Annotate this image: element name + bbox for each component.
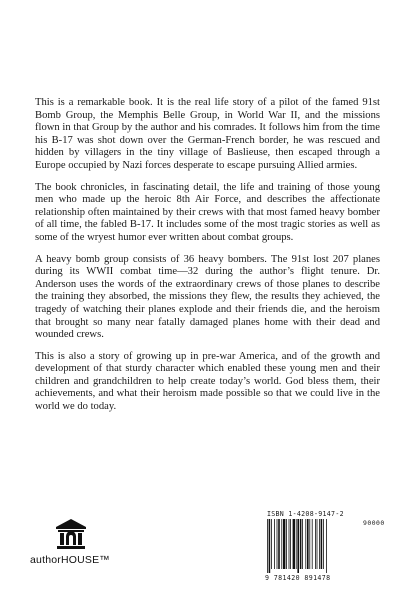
barcode-bar: [290, 519, 291, 569]
barcode-bar: [269, 519, 271, 573]
barcode-bar: [274, 519, 275, 569]
barcode-bar: [319, 519, 320, 569]
barcode-bar: [300, 519, 302, 569]
barcode-bar: [281, 519, 282, 569]
barcode-bar: [297, 519, 299, 573]
barcode-bar: [302, 519, 303, 569]
barcode-number: 9 781420 891478: [265, 574, 331, 582]
barcode-bar: [289, 519, 290, 569]
barcode-bar: [283, 519, 285, 569]
price-code: 90000: [363, 519, 385, 527]
paragraph-4: This is also a story of growing up in pre-war America, and of the growth and development of that sturdy character which enabled these young men and their children and grandchildren to help create today’s world. God bless them, their achievements, and what their heroism made possible so that we could live in the world we do today.: [35, 350, 380, 413]
barcode-bar: [315, 519, 316, 569]
paragraph-2: The book chronicles, in fascinating detail, the life and training of those young men who made up the heroic 8th Air Force, and describes the affectionate relationship often maintained by their crews with that most famed heavy bomber of all time, the fabled B-17. It includes some of the most tragic stories as well as some of the wryest humor ever written about combat groups.: [35, 181, 380, 243]
paragraph-1: This is a remarkable book. It is the real life story of a pilot of the famed 91st Bomb Group, the Memphis Belle Group, in World War II, and the missions flown in that Group by the author and his comrades. It follows him from the time his B-17 was shot down over the German-French border, he was rescued and hidden by villagers in the tiny village of Baslieuse, then escaped through a Europe occupied by Nazi forces desperate to escape pursuing Allied armies.: [35, 97, 380, 171]
barcode-bar: [293, 519, 295, 569]
isbn-label: ISBN 1-4208-9147-2: [267, 510, 344, 518]
paragraph-3: A heavy bomb group consists of 36 heavy bombers. The 91st lost 207 planes during its WWII combat time—32 during the author’s flight tenure. Dr. Anderson uses the words of the extraordinary crews of those planes to describe the training they absorbed, the missions they flew, the results they achieved, the tragedy of watching their planes explode and their friends die, and the heroism that brought so many near fatally damaged planes home with their dead and wounded crews.: [35, 253, 380, 341]
barcode-bar: [296, 519, 297, 569]
barcode-bar: [278, 519, 280, 569]
barcode-bar: [323, 519, 324, 569]
publisher-name: authorHOUSE™: [30, 554, 111, 566]
barcode-bar: [309, 519, 310, 569]
barcode-bar: [307, 519, 309, 569]
barcode-bar: [277, 519, 278, 569]
barcode-bar: [271, 519, 272, 569]
barcode-bar: [267, 519, 268, 573]
barcode-bar: [286, 519, 287, 569]
publisher-logo-icon: [55, 518, 87, 550]
barcode: [265, 519, 360, 573]
barcode-bar: [321, 519, 323, 569]
isbn-block: [265, 510, 390, 584]
barcode-bar: [312, 519, 313, 569]
barcode-bar: [317, 519, 318, 569]
publisher-logo: [30, 518, 140, 570]
barcode-bar: [326, 519, 327, 573]
barcode-bar: [305, 519, 306, 569]
blurb: [35, 97, 380, 423]
